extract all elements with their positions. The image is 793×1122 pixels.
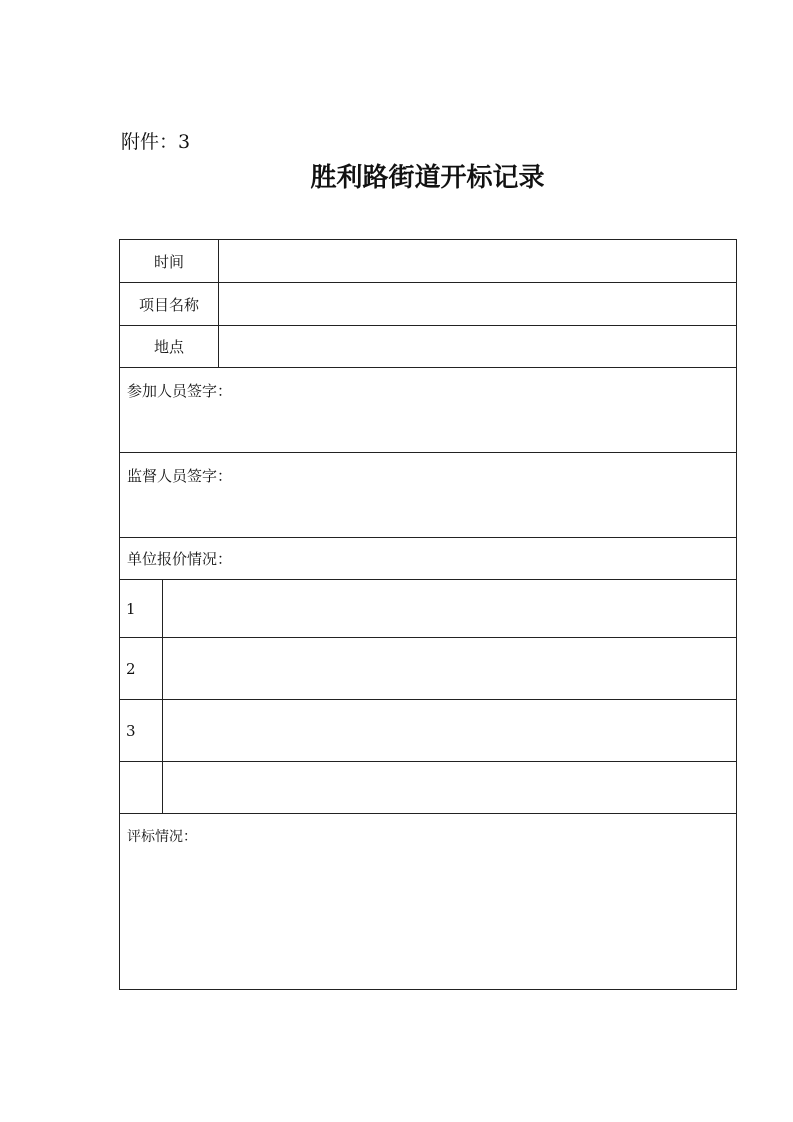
quotes-header-row: [120, 538, 737, 580]
location-label: 地点: [120, 326, 219, 368]
bid-opening-record-table: [119, 239, 737, 990]
time-label: 时间: [120, 240, 219, 283]
quote-index: [120, 762, 163, 814]
quote-row: [120, 580, 737, 638]
participants-label: 参加人员签字：: [127, 382, 233, 400]
quote-index: 1: [120, 580, 163, 638]
quotes-label-cell: [120, 538, 737, 580]
participants-signature-area[interactable]: [120, 368, 737, 453]
evaluation-label: 评标情况：: [127, 829, 197, 845]
time-row: [120, 240, 737, 283]
quote-value-field[interactable]: [163, 762, 737, 814]
quote-value-field[interactable]: [163, 700, 737, 762]
time-value-field[interactable]: [219, 240, 737, 283]
evaluation-area[interactable]: [120, 814, 737, 990]
quote-row: [120, 638, 737, 700]
quote-index: 3: [120, 700, 163, 762]
quotes-label: 单位报价情况：: [127, 550, 233, 568]
quote-value-field[interactable]: [163, 638, 737, 700]
project-name-value-field[interactable]: [219, 283, 737, 326]
evaluation-row: [120, 814, 737, 990]
quote-value-field[interactable]: [163, 580, 737, 638]
quote-row: [120, 700, 737, 762]
document-title: 胜利路街道开标记录: [310, 163, 545, 193]
project-name-row: [120, 283, 737, 326]
supervisors-signature-area[interactable]: [120, 453, 737, 538]
quote-row: [120, 762, 737, 814]
location-value-field[interactable]: [219, 326, 737, 368]
supervisors-row: [120, 453, 737, 538]
quote-index: 2: [120, 638, 163, 700]
supervisors-label: 监督人员签字：: [127, 467, 233, 485]
participants-row: [120, 368, 737, 453]
location-row: [120, 326, 737, 368]
project-name-label: 项目名称: [120, 283, 219, 326]
attachment-label: 附件：3: [121, 131, 191, 153]
